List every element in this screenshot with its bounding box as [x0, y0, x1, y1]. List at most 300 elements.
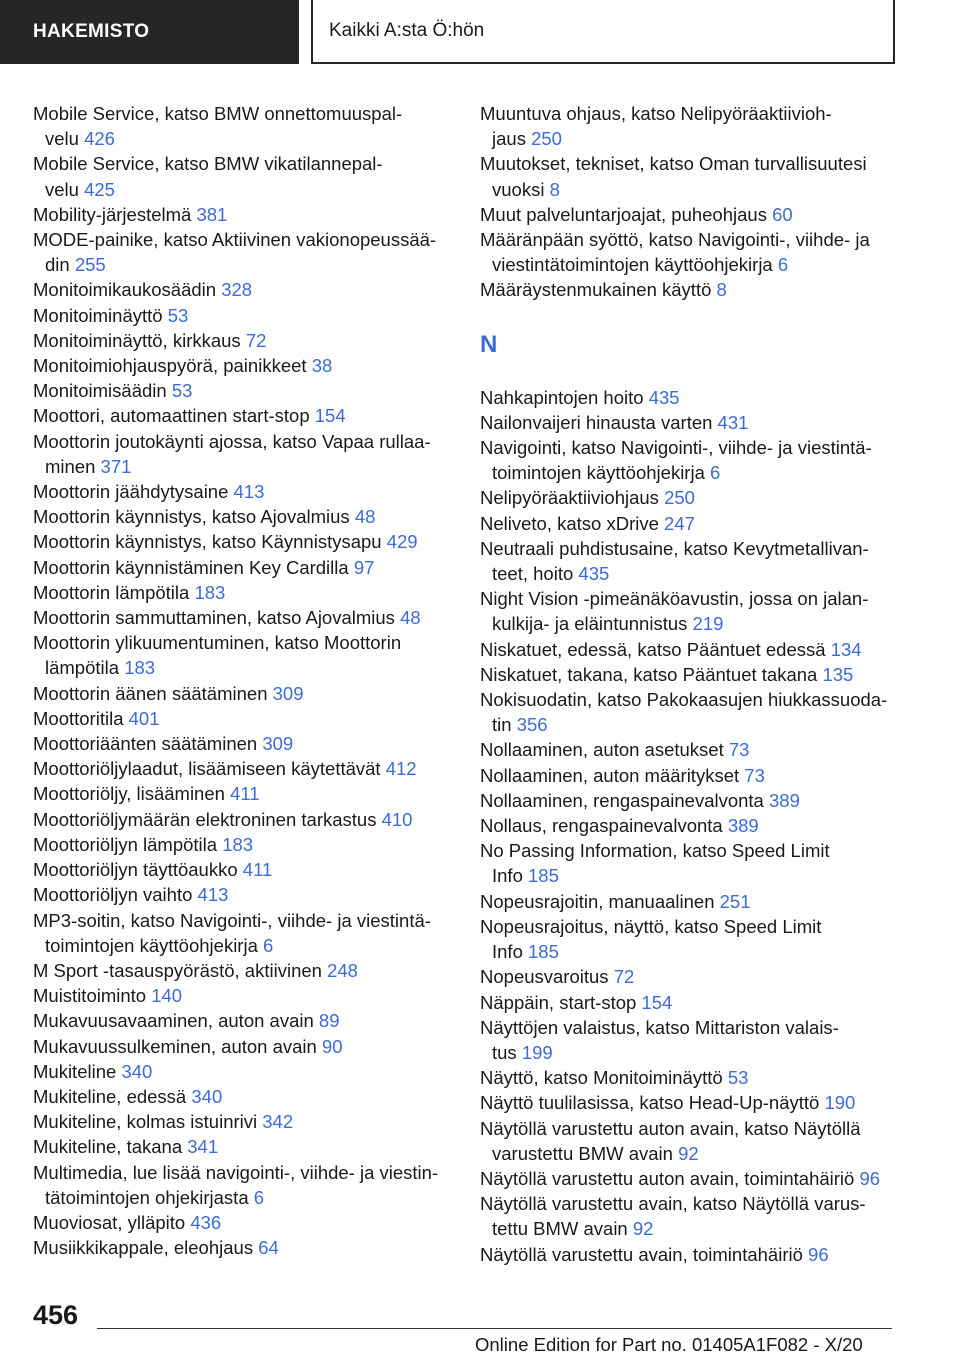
index-entry-text — [480, 813, 900, 838]
index-entry — [480, 410, 900, 435]
page-reference-link[interactable]: 411 — [230, 783, 260, 805]
page-reference-link[interactable]: 90 — [321, 1035, 343, 1057]
entry-text: tätoimintojen ohjekirjasta — [45, 1186, 249, 1208]
page-reference-link[interactable]: 92 — [632, 1218, 654, 1240]
entry-text: Näytöllä varustettu avain, toimintahäiriö — [480, 1243, 803, 1265]
page-reference-link[interactable]: 340 — [191, 1085, 223, 1107]
index-entry — [33, 1034, 453, 1059]
index-entry-text — [33, 1210, 453, 1235]
page-reference-link[interactable]: 251 — [719, 890, 751, 912]
entry-text: Moottorin lämpötila — [33, 581, 190, 603]
index-column-left — [33, 101, 453, 1260]
page-reference-link[interactable]: 183 — [194, 581, 226, 603]
page-reference-link[interactable]: 309 — [262, 733, 294, 755]
page-reference-link[interactable]: 183 — [124, 657, 156, 679]
page-reference-link[interactable]: 6 — [777, 254, 789, 276]
page-reference-link[interactable]: 97 — [353, 556, 375, 578]
index-entry-text — [480, 637, 900, 662]
entry-text: Määräystenmukainen käyttö — [480, 279, 712, 301]
entry-text: Nollaus, rengaspainevalvonta — [480, 815, 723, 837]
page-reference-link[interactable]: 48 — [354, 506, 376, 528]
index-entry-continuation — [33, 252, 453, 277]
page-reference-link[interactable]: 134 — [830, 638, 862, 660]
page-reference-link[interactable]: 389 — [769, 789, 800, 811]
index-entry — [480, 485, 900, 510]
page-reference-link[interactable]: 199 — [521, 1041, 553, 1063]
entry-text: Navigointi, katso Navigointi-, viihde- ja viestintä- — [480, 437, 872, 459]
entry-text: Neutraali puhdistusaine, katso Kevytmetallivan- — [480, 537, 869, 559]
entry-text: Mobility-järjestelmä — [33, 203, 192, 225]
entry-text: din — [45, 254, 70, 276]
index-entry — [33, 303, 453, 328]
page-reference-link[interactable]: 328 — [221, 279, 253, 301]
index-entry-text — [480, 1065, 900, 1090]
index-entry — [480, 662, 900, 687]
index-entry-text — [480, 586, 900, 611]
index-entry-text — [33, 529, 453, 554]
page-reference-link[interactable]: 436 — [190, 1211, 222, 1233]
entry-text: Neliveto, katso xDrive — [480, 512, 659, 534]
page-reference-link[interactable]: 255 — [74, 254, 106, 276]
index-entry — [33, 202, 453, 227]
index-entry — [480, 277, 900, 302]
index-entry — [480, 202, 900, 227]
entry-text: Mukavuusavaaminen, auton avain — [33, 1010, 314, 1032]
entry-text: kulkija- ja eläintunnistus — [492, 613, 688, 635]
page-reference-link[interactable]: 53 — [727, 1067, 749, 1089]
page-reference-link[interactable]: 426 — [84, 128, 115, 150]
index-entry — [480, 813, 900, 838]
page-reference-link[interactable]: 371 — [100, 455, 132, 477]
page-reference-link[interactable]: 356 — [516, 714, 548, 736]
page-reference-link[interactable]: 413 — [197, 884, 229, 906]
index-entry-text — [33, 151, 453, 176]
entry-text: Nailonvaijeri hinausta varten — [480, 411, 713, 433]
index-entry — [33, 832, 453, 857]
entry-text: Mukiteline, edessä — [33, 1085, 187, 1107]
entry-text: Moottorin käynnistys, katso Ajovalmius — [33, 506, 350, 528]
entry-text: Moottoritila — [33, 707, 124, 729]
entry-text: Näyttöjen valaistus, katso Mittariston valais- — [480, 1016, 839, 1038]
index-entry-text — [33, 1160, 453, 1185]
index-entry — [480, 1090, 900, 1115]
page-reference-link[interactable]: 412 — [385, 758, 417, 780]
index-entry-text — [480, 838, 900, 863]
entry-text: No Passing Information, katso Speed Limit — [480, 840, 830, 862]
index-entry-text — [480, 277, 900, 302]
page-reference-link[interactable]: 154 — [314, 405, 346, 427]
index-entry-text — [33, 1235, 453, 1260]
page-header — [0, 0, 960, 66]
page-reference-link[interactable]: 250 — [664, 487, 695, 509]
index-entry — [33, 1210, 453, 1235]
entry-text: Mukiteline, takana — [33, 1136, 183, 1158]
page-reference-link[interactable]: 89 — [318, 1010, 340, 1032]
index-entry-text — [480, 151, 900, 176]
entry-text: Moottoriöljy, lisääminen — [33, 783, 225, 805]
index-entry-text — [33, 1059, 453, 1084]
page-reference-link[interactable]: 411 — [242, 859, 273, 881]
index-entry-text — [480, 1090, 900, 1115]
entry-text: Näytöllä varustettu avain, katso Näytöllä varus- — [480, 1193, 866, 1215]
entry-text: Mukavuussulkeminen, auton avain — [33, 1035, 317, 1057]
index-entry — [480, 1116, 900, 1166]
index-entry — [480, 838, 900, 888]
page-reference-link[interactable]: 401 — [128, 707, 160, 729]
index-entry — [33, 1084, 453, 1109]
section-subtitle: Kaikki A:sta Ö:hön — [329, 20, 485, 41]
index-entry-text — [33, 605, 453, 630]
index-entry — [33, 101, 453, 151]
index-entry — [480, 889, 900, 914]
page-reference-link[interactable]: 8 — [716, 279, 727, 301]
entry-text: Monitoiminäyttö — [33, 304, 163, 326]
index-entry-text — [33, 303, 453, 328]
entry-text: teet, hoito — [492, 563, 574, 585]
index-entry — [33, 1059, 453, 1084]
index-entry-continuation — [480, 460, 900, 485]
page-reference-link[interactable]: 140 — [151, 985, 183, 1007]
entry-text: toimintojen käyttöohjekirja — [492, 462, 705, 484]
index-entry — [33, 807, 453, 832]
index-entry-continuation — [480, 1040, 900, 1065]
index-entry-continuation — [480, 252, 900, 277]
page-reference-link[interactable]: 53 — [167, 304, 189, 326]
entry-text: velu — [45, 128, 79, 150]
page-reference-link[interactable]: 429 — [386, 531, 418, 553]
index-group-m — [480, 101, 900, 303]
entry-text: Nopeusvaroitus — [480, 966, 609, 988]
index-entry — [33, 479, 453, 504]
page-reference-link[interactable]: 342 — [262, 1111, 294, 1133]
page-reference-link[interactable]: 410 — [381, 808, 413, 830]
index-entry — [480, 687, 900, 737]
page-reference-link[interactable]: 341 — [187, 1136, 219, 1158]
index-entry-continuation — [480, 611, 900, 636]
index-entry-text — [33, 1134, 453, 1159]
entry-text: Muutokset, tekniset, katso Oman turvallisuutesi — [480, 153, 867, 175]
entry-text: Näppäin, start-stop — [480, 991, 637, 1013]
index-entry-text — [33, 958, 453, 983]
index-entry-text — [480, 788, 900, 813]
index-entry-continuation — [33, 454, 453, 479]
index-entry — [480, 914, 900, 964]
subtitle-tab — [311, 0, 895, 64]
page-reference-link[interactable]: 6 — [253, 1186, 265, 1208]
page-reference-link[interactable]: 247 — [664, 512, 695, 534]
page-reference-link[interactable]: 72 — [245, 329, 267, 351]
entry-text: Mobile Service, katso BMW vikatilannepal- — [33, 153, 383, 175]
index-entry — [33, 983, 453, 1008]
index-entry — [33, 882, 453, 907]
index-entry — [33, 630, 453, 680]
index-entry-text — [480, 1015, 900, 1040]
index-entry-continuation — [480, 863, 900, 888]
entry-text: Nopeusrajoitus, näyttö, katso Speed Limit — [480, 915, 822, 937]
index-entry-text — [33, 202, 453, 227]
entry-text: Moottorin käynnistäminen Key Cardilla — [33, 556, 349, 578]
index-entry-text — [33, 353, 453, 378]
index-entry-text — [480, 990, 900, 1015]
index-entry-text — [480, 202, 900, 227]
index-entry-continuation — [480, 712, 900, 737]
index-entry-continuation — [480, 126, 900, 151]
page-reference-link[interactable]: 435 — [578, 563, 610, 585]
entry-text: velu — [45, 178, 79, 200]
page-reference-link[interactable]: 381 — [196, 203, 228, 225]
page-reference-link[interactable]: 248 — [327, 959, 358, 981]
entry-text: Moottoriöljyn lämpötila — [33, 833, 218, 855]
entry-text: Näyttö tuulilasissa, katso Head-Up-näyttö — [480, 1092, 820, 1114]
entry-text: Moottorin ylikuumentuminen, katso Moottorin — [33, 632, 402, 654]
page-reference-link[interactable]: 154 — [641, 991, 673, 1013]
index-entry-text — [480, 1191, 900, 1216]
index-entry-text — [480, 1116, 900, 1141]
index-entry-text — [33, 227, 453, 252]
index-entry — [33, 706, 453, 731]
index-entry — [33, 1134, 453, 1159]
index-entry-text — [33, 429, 453, 454]
index-entry — [480, 536, 900, 586]
index-entry — [33, 1235, 453, 1260]
entry-text: Moottorin jäähdytysaine — [33, 481, 229, 503]
index-entry — [480, 1065, 900, 1090]
index-entry — [33, 1160, 453, 1210]
index-entry — [480, 964, 900, 989]
index-entry-text — [33, 983, 453, 1008]
index-entry — [480, 227, 900, 277]
page-reference-link[interactable]: 48 — [400, 607, 421, 629]
index-entry-text — [480, 385, 900, 410]
page-reference-link[interactable]: 6 — [710, 462, 721, 484]
entry-text: varustettu BMW avain — [492, 1142, 673, 1164]
index-entry-text — [480, 227, 900, 252]
entry-text: tus — [492, 1041, 517, 1063]
entry-text: Musiikkikappale, eleohjaus — [33, 1237, 254, 1259]
entry-text: Multimedia, lue lisää navigointi-, viihde- ja viestin- — [33, 1161, 439, 1183]
footer-divider — [97, 1328, 892, 1329]
index-entry-text — [33, 807, 453, 832]
index-entry-text — [480, 1242, 900, 1267]
index-entry-continuation — [480, 1141, 900, 1166]
index-entry — [33, 958, 453, 983]
entry-text: Muuntuva ohjaus, katso Nelipyöräaktiivioh- — [480, 103, 832, 124]
index-entry-text — [480, 687, 900, 712]
index-entry-text — [33, 479, 453, 504]
index-group-n — [480, 385, 900, 1267]
entry-text: Moottorin joutokäynti ajossa, katso Vapaa rullaa- — [33, 430, 431, 452]
entry-text: Monitoiminäyttö, kirkkaus — [33, 329, 241, 351]
entry-text: Moottori, automaattinen start-stop — [33, 405, 310, 427]
page-reference-link[interactable]: 190 — [824, 1092, 856, 1114]
section-tab — [0, 0, 299, 64]
index-entry — [33, 353, 453, 378]
entry-text: Muoviosat, ylläpito — [33, 1211, 186, 1233]
index-entry-text — [480, 737, 900, 762]
index-entry — [480, 511, 900, 536]
index-entry-continuation — [480, 1216, 900, 1241]
page-reference-link[interactable]: 185 — [528, 865, 559, 887]
index-entry-text — [33, 277, 453, 302]
entry-text: Night Vision -pimeänäköavustin, jossa on jalan- — [480, 588, 869, 610]
index-entry-text — [33, 101, 453, 126]
index-entry — [33, 555, 453, 580]
entry-text: Näytöllä varustettu auton avain, katso Näytöllä — [480, 1117, 861, 1139]
page-reference-link[interactable]: 340 — [121, 1060, 153, 1082]
page-reference-link[interactable]: 431 — [717, 411, 749, 433]
entry-text: Moottorin käynnistys, katso Käynnistysapu — [33, 531, 382, 553]
page-reference-link[interactable]: 73 — [728, 739, 750, 761]
index-entry-text — [33, 908, 453, 933]
page-reference-link[interactable]: 219 — [692, 613, 724, 635]
page-reference-link[interactable]: 135 — [822, 663, 854, 685]
index-entry — [33, 908, 453, 958]
page-reference-link[interactable]: 309 — [272, 682, 304, 704]
index-entry-continuation — [33, 1185, 453, 1210]
entry-text: minen — [45, 455, 96, 477]
index-entry — [480, 763, 900, 788]
entry-text: Nollaaminen, rengaspainevalvonta — [480, 789, 764, 811]
entry-text: Moottorin äänen säätäminen — [33, 682, 268, 704]
page-reference-link[interactable]: 96 — [808, 1243, 829, 1265]
index-entry-text — [33, 1084, 453, 1109]
index-entry-text — [480, 485, 900, 510]
index-entry — [33, 277, 453, 302]
index-entry-text — [33, 1034, 453, 1059]
entry-text: Moottoriäänten säätäminen — [33, 733, 258, 755]
index-entry-continuation — [33, 655, 453, 680]
index-entry-text — [480, 889, 900, 914]
index-entry-text — [480, 763, 900, 788]
index-entry-text — [33, 580, 453, 605]
entry-text: Info — [492, 941, 523, 963]
index-entry — [33, 605, 453, 630]
index-entry — [33, 1109, 453, 1134]
entry-text: Niskatuet, edessä, katso Pääntuet edessä — [480, 638, 826, 660]
entry-text: tin — [492, 714, 512, 736]
index-entry-text — [33, 328, 453, 353]
page-reference-link[interactable]: 183 — [222, 833, 254, 855]
index-entry-text — [33, 378, 453, 403]
index-entry — [33, 857, 453, 882]
page-reference-link[interactable]: 435 — [648, 386, 680, 408]
entry-text: Nopeusrajoitin, manuaalinen — [480, 890, 715, 912]
index-entry — [33, 781, 453, 806]
index-entry-text — [480, 662, 900, 687]
index-entry-text — [33, 504, 453, 529]
index-entry-continuation — [480, 177, 900, 202]
index-entry-continuation — [33, 126, 453, 151]
index-entry-continuation — [33, 933, 453, 958]
page-reference-link[interactable]: 96 — [859, 1167, 881, 1189]
page-reference-link[interactable]: 53 — [171, 380, 193, 402]
index-entry-text — [480, 410, 900, 435]
entry-text: Monitoimisäädin — [33, 380, 167, 402]
entry-text: Mukiteline, kolmas istuinrivi — [33, 1111, 258, 1133]
page-reference-link[interactable]: 8 — [549, 178, 560, 200]
entry-text: toimintojen käyttöohjekirja — [45, 934, 258, 956]
entry-text: tettu BMW avain — [492, 1218, 628, 1240]
page-reference-link[interactable]: 72 — [613, 966, 635, 988]
index-entry — [33, 227, 453, 277]
page-reference-link[interactable]: 38 — [311, 355, 333, 377]
entry-text: vuoksi — [492, 178, 545, 200]
index-entry — [33, 529, 453, 554]
footer-edition: Online Edition for Part no. 01405A1F082 - X/20 — [475, 1334, 863, 1355]
index-entry-text — [480, 914, 900, 939]
index-entry-text — [480, 536, 900, 561]
entry-text: Moottoriöljyn vaihto — [33, 884, 193, 906]
index-entry — [33, 328, 453, 353]
index-entry-continuation — [33, 177, 453, 202]
entry-text: Näytöllä varustettu auton avain, toimintahäiriö — [480, 1167, 855, 1189]
index-entry-text — [480, 511, 900, 536]
index-entry — [480, 1242, 900, 1267]
entry-text: jaus — [492, 128, 526, 150]
index-entry-text — [33, 882, 453, 907]
index-entry-text — [33, 1008, 453, 1033]
entry-text: Mukiteline — [33, 1060, 117, 1082]
entry-text: Nollaaminen, auton määritykset — [480, 764, 740, 786]
page-reference-link[interactable]: 250 — [531, 128, 562, 150]
entry-text: Info — [492, 865, 523, 887]
entry-text: MP3-soitin, katso Navigointi-, viihde- ja viestintä- — [33, 909, 431, 931]
entry-text: Moottoriöljylaadut, lisäämiseen käytettävät — [33, 758, 381, 780]
index-entry-text — [480, 101, 900, 126]
index-entry-text — [33, 832, 453, 857]
index-entry — [480, 788, 900, 813]
page-reference-link[interactable]: 73 — [744, 764, 765, 786]
entry-text: Niskatuet, takana, katso Pääntuet takana — [480, 663, 818, 685]
index-entry-continuation — [480, 561, 900, 586]
entry-text: Nollaaminen, auton asetukset — [480, 739, 724, 761]
entry-text: Monitoimikaukosäädin — [33, 279, 217, 301]
page-reference-link[interactable]: 389 — [727, 815, 759, 837]
page-reference-link[interactable]: 64 — [258, 1237, 279, 1259]
entry-text: Muistitoiminto — [33, 985, 147, 1007]
entry-text: viestintätoimintojen käyttöohjekirja — [492, 254, 773, 276]
entry-text: Moottoriöljyn täyttöaukko — [33, 859, 238, 881]
page-number: 456 — [33, 1300, 79, 1330]
entry-text: Muut palveluntarjoajat, puheohjaus — [480, 203, 767, 225]
entry-text: Mobile Service, katso BMW onnettomuuspal- — [33, 103, 403, 124]
index-entry — [33, 756, 453, 781]
page-reference-link[interactable]: 6 — [263, 934, 274, 956]
page-reference-link[interactable]: 92 — [678, 1142, 699, 1164]
index-entry — [480, 637, 900, 662]
index-entry-text — [33, 681, 453, 706]
entry-text: M Sport -tasauspyörästö, aktiivinen — [33, 959, 322, 981]
index-entry — [33, 403, 453, 428]
index-entry-text — [33, 781, 453, 806]
entry-text: Moottorin sammuttaminen, katso Ajovalmius — [33, 607, 395, 629]
index-entry — [33, 378, 453, 403]
page-reference-link[interactable]: 425 — [84, 178, 115, 200]
index-entry — [480, 990, 900, 1015]
page-reference-link[interactable]: 413 — [233, 481, 265, 503]
index-entry-continuation — [480, 939, 900, 964]
index-column-right — [480, 101, 900, 1267]
page-reference-link[interactable]: 60 — [772, 203, 793, 225]
index-entry — [480, 1166, 900, 1191]
index-entry-text — [480, 964, 900, 989]
index-entry-text — [33, 403, 453, 428]
page-reference-link[interactable]: 185 — [528, 941, 559, 963]
index-entry — [480, 737, 900, 762]
index-entry — [33, 504, 453, 529]
entry-text: Määränpään syöttö, katso Navigointi-, viihde- ja — [480, 229, 870, 251]
index-entry — [33, 580, 453, 605]
